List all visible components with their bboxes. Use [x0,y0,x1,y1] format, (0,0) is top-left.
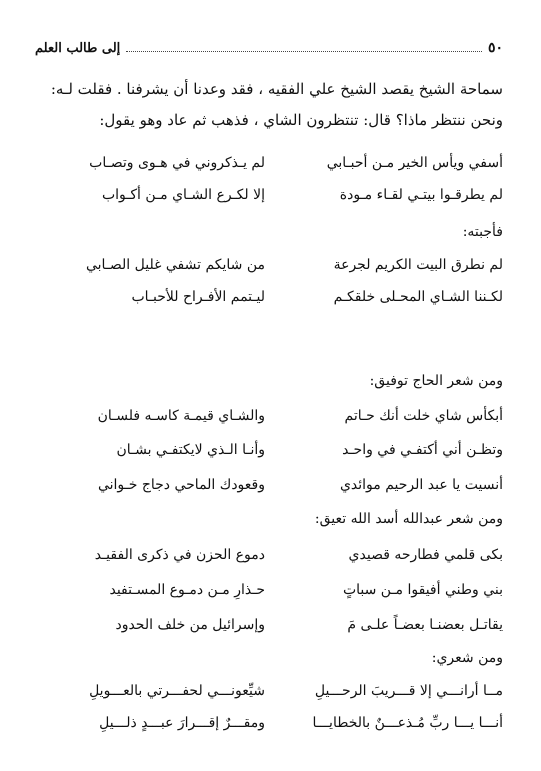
running-title: إلى طالب العلم [35,41,121,56]
hemistich-second: ومقـــرٌ إقـــرارَ عبـــدٍ ذلـــيلِ [99,715,265,731]
hemistich-first: لكـننا الشـاي المحـلى خلقكـم [333,289,503,305]
section-label: ومن شعري: [431,650,503,666]
page-number: ٥٠ [487,40,503,56]
hemistich-first: بني وطني أفيقوا مـن سباتٍ [342,582,503,598]
hemistich-second: ليـتمم الأفـراح للأحبـاب [131,289,265,305]
hemistich-first: لم يطرقـوا بيتـي لقـاء مـودة [339,187,503,203]
running-header [35,36,503,56]
hemistich-second: وأنـا الـذي لايكتفـي بشـان [116,442,265,458]
verse-row [35,683,503,707]
hemistich-first: وتظـن أني أكتفـي في واحـد [342,442,503,458]
section-label: ومن شعر الحاج توفيق: [369,373,503,389]
hemistich-second: وقعودك الماحي دجاج خـواني [97,477,265,493]
hemistich-first: أسفي ويأس الخير مـن أحبـابي [326,155,503,171]
verse-row [35,547,503,571]
hemistich-second: إلا لكـرع الشـاي مـن أكـواب [101,187,265,203]
hemistich-first: لم نطرق البيت الكريم لجرعة [333,257,503,273]
section-label: ومن شعر عبدالله أسد الله تعيق: [314,511,503,527]
hemistich-second: حـذارِ مـن دمـوع المسـتفيد [109,582,265,598]
hemistich-second: وإسرائيل من خلف الحدود [115,617,265,633]
hemistich-second: من شايكم تشفي غليل الصـابي [85,257,265,273]
verse-row [35,715,503,739]
verse-row [35,289,503,313]
hemistich-first: أنسيت يا عبد الرحيم موائدي [339,477,503,493]
hemistich-first: مــا أرانـــي إلا قـــريبَ الرحـــيلِ [314,683,503,699]
verse-row [35,617,503,641]
hemistich-first: يقاتـل بعضنـا بعضـاً علـى مَ [347,617,503,633]
verse-row [35,155,503,179]
intro-line: سماحة الشيخ يقصد الشيخ علي الفقيه ، فقد وعدنا أن يشرفنا . فقلت لـه: [50,80,503,98]
hemistich-first: أبكأس شاي خلت أنك حـاتم [344,408,503,424]
intro-line: ونحن ننتظر ماذا؟ قال: تنتظرون الشاي ، فذهب ثم عاد وهو يقول: [99,111,503,129]
hemistich-second: شيِّعونـــي لحفـــرتي بالعـــويلِ [89,683,265,699]
verse-row [35,187,503,211]
hemistich-second: والشـاي قيمـة كاسـه فلسـان [97,408,265,424]
verse-row [35,477,503,501]
verse-row [35,408,503,432]
header-dotted-rule [126,51,482,52]
hemistich-first: بكى قلمي فطارحه قصيدي [348,547,503,563]
hemistich-first: أنـــا يـــا ربِّ مُـذعـــنٌ بالخطايـــا [312,715,503,731]
verse-row [35,442,503,466]
verse-row [35,582,503,606]
hemistich-second: دموع الحزن في ذكرى الفقيـد [94,547,265,563]
verse-row [35,257,503,281]
hemistich-second: لم يـذكروني في هـوى وتصـاب [89,155,265,171]
section-label: فأجبته: [462,224,503,240]
